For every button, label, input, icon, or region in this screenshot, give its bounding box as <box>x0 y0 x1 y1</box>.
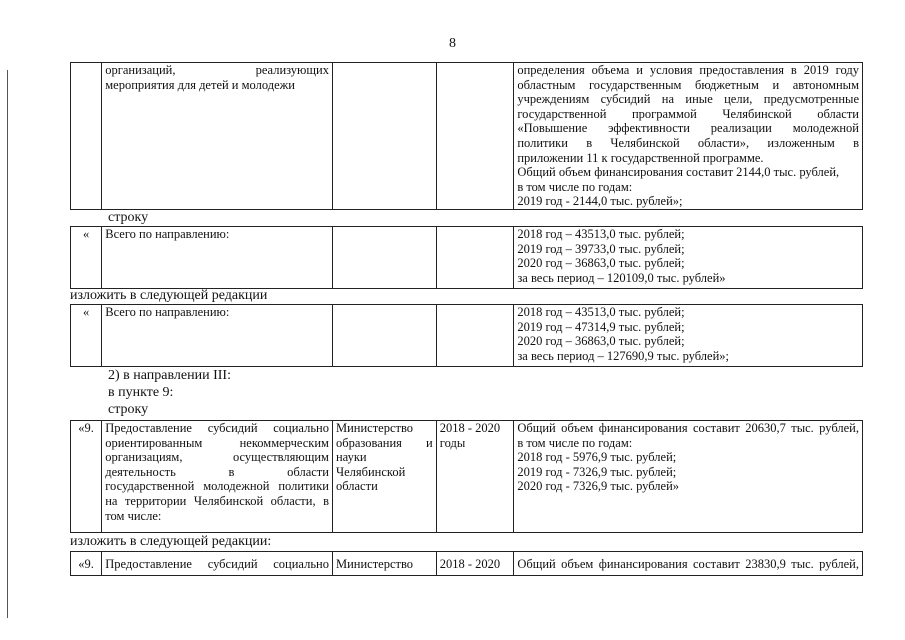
table-new-total <box>70 304 863 367</box>
table-old-total <box>70 226 863 289</box>
cell-description: Всего по направлению: <box>102 227 333 289</box>
cell-result <box>514 305 863 367</box>
cell-result: Общий объем финансирования составит 23830,9 тыс. рублей, <box>514 552 863 576</box>
instruction-text: изложить в следующей редакции: <box>70 534 272 549</box>
text-line: 2020 год - 7326,9 тыс. рублей» <box>517 479 680 494</box>
text-line: 2018 год – 43513,0 тыс. рублей; <box>517 305 685 319</box>
cell-executor: Министерство <box>332 552 436 576</box>
text-line: 2020 год – 36863,0 тыс. рублей; <box>517 256 685 271</box>
table-new-item-9 <box>70 551 863 576</box>
instruction-text: изложить в следующей редакции <box>70 288 268 303</box>
table-row <box>71 421 863 533</box>
text-line: определения объема и условия предоставления в 2019 году <box>517 63 859 77</box>
page-number: 8 <box>449 36 456 51</box>
cell-number: « <box>71 227 102 289</box>
text-line: мероприятия для детей и молодежи <box>105 77 295 92</box>
text-line: в том числе по годам: <box>517 435 633 450</box>
text-line: за весь период – 127690,9 тыс. рублей»; <box>517 348 730 363</box>
text-line: областным государственным бюджетным и автономным <box>517 77 859 92</box>
text-line: Общий объем финансирования составит 20630,7 тыс. рублей, <box>517 421 859 435</box>
instruction-text: строку <box>108 210 149 225</box>
text-line: 2019 год – 39733,0 тыс. рублей; <box>517 241 685 256</box>
text-line: ориентированным некоммерческим <box>105 435 329 450</box>
cell-executor <box>332 63 436 210</box>
text-line: 2019 год - 2144,0 тыс. рублей»; <box>517 194 683 209</box>
cell-term: 2018 - 2020 <box>436 552 514 576</box>
table-row <box>71 305 863 367</box>
text-line: за весь период – 120109,0 тыс. рублей» <box>517 270 726 285</box>
cell-description <box>102 421 333 533</box>
text-line: организациям, осуществляющим <box>105 450 329 465</box>
instruction-text: строку <box>108 402 149 417</box>
text-line: политики в Челябинской области», изложенным в <box>517 135 859 150</box>
cell-number <box>71 63 102 210</box>
cell-term <box>436 421 514 533</box>
text-line: на территории Челябинской области, в <box>105 493 329 508</box>
cell-number: « <box>71 305 102 367</box>
cell-number: «9. <box>71 421 102 533</box>
table-row <box>71 552 863 576</box>
text-line: 2018 - 2020 <box>439 421 501 435</box>
text-line: государственной молодежной политики <box>105 479 329 494</box>
table-old-item-9 <box>70 420 863 533</box>
cell-term <box>436 227 514 289</box>
instruction-text: в пункте 9: <box>108 385 174 400</box>
text-line: организаций, реализующих <box>105 63 329 77</box>
text-line: годы <box>439 435 466 450</box>
cell-executor <box>332 305 436 367</box>
cell-description: Всего по направлению: <box>102 305 333 367</box>
left-margin-rule <box>7 70 8 618</box>
table-continuation <box>70 62 863 210</box>
text-line: 2018 год - 5976,9 тыс. рублей; <box>517 450 677 465</box>
text-line: в том числе по годам: <box>517 179 633 194</box>
text-line: Предоставление субсидий социально <box>105 421 329 435</box>
text-line: 2019 год – 47314,9 тыс. рублей; <box>517 319 685 334</box>
table-row <box>71 227 863 289</box>
text-line: Челябинской <box>335 464 406 479</box>
cell-description: Предоставление субсидий социально <box>102 552 333 576</box>
cell-executor <box>332 421 436 533</box>
cell-result <box>514 227 863 289</box>
cell-number: «9. <box>71 552 102 576</box>
text-line: образования и <box>335 435 433 450</box>
text-line: том числе: <box>105 508 162 523</box>
cell-description <box>102 63 333 210</box>
text-line: приложении 11 к государственной программе. <box>517 150 764 165</box>
cell-term <box>436 63 514 210</box>
cell-executor <box>332 227 436 289</box>
cell-result <box>514 63 863 210</box>
table-row <box>71 63 863 210</box>
text-line: Общий объем финансирования составит 2144,0 тыс. рублей, <box>517 165 840 180</box>
text-line: деятельность в области <box>105 464 329 479</box>
text-line: 2018 год – 43513,0 тыс. рублей; <box>517 227 685 241</box>
text-line: 2019 год - 7326,9 тыс. рублей; <box>517 464 677 479</box>
instruction-text: 2) в направлении III: <box>108 368 231 383</box>
cell-term <box>436 305 514 367</box>
text-line: Министерство <box>335 421 414 435</box>
text-line: «Повышение эффективности реализации молодежной <box>517 121 859 136</box>
text-line: государственной программой Челябинской области <box>517 106 859 121</box>
text-line: 2020 год – 36863,0 тыс. рублей; <box>517 334 685 349</box>
text-line: учреждениям субсидий на иные цели, предусмотренные <box>517 92 859 107</box>
text-line: науки <box>335 450 367 465</box>
cell-result <box>514 421 863 533</box>
text-line: области <box>335 479 378 494</box>
